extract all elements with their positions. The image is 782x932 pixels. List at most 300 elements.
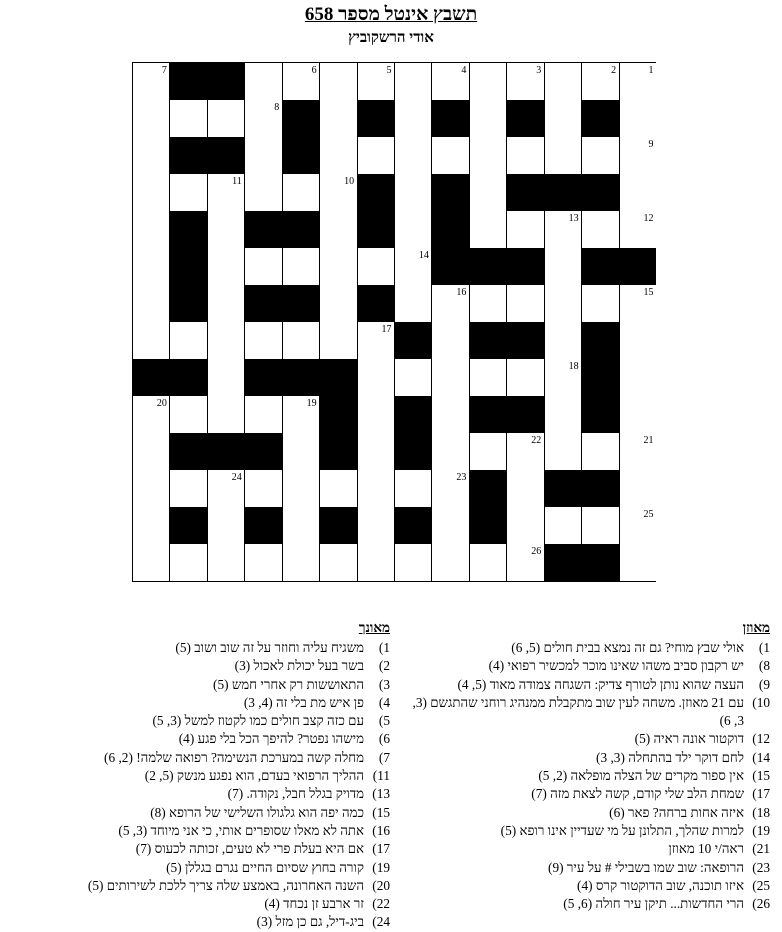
black-cell (469, 470, 507, 508)
down-clue (5, 712, 390, 730)
across-clue (390, 895, 770, 913)
grid-cell[interactable] (132, 544, 170, 582)
black-cell (282, 285, 320, 323)
cell-number: 26 (531, 546, 542, 557)
black-cell (469, 396, 507, 434)
clue-text: לחם דוקר ילד בהתחלה (3, 3) (596, 749, 744, 765)
black-cell (394, 507, 432, 545)
grid-cell[interactable] (244, 63, 282, 101)
grid-cell[interactable] (132, 507, 170, 545)
clue-number: 17) (752, 786, 770, 802)
grid-cell[interactable] (132, 470, 170, 508)
grid-cell[interactable] (544, 359, 582, 397)
black-cell (207, 433, 245, 471)
grid-cell[interactable] (469, 359, 507, 397)
clue-text: ראה/י 10 מאוזן (668, 841, 744, 857)
puzzle-title: תשבץ אינטל מספר 658 (304, 4, 478, 25)
clue-number: 5) (378, 713, 390, 729)
grid-cell[interactable] (357, 433, 395, 471)
grid-cell[interactable] (544, 396, 582, 434)
grid-cell[interactable] (244, 322, 282, 360)
grid-cell[interactable] (207, 174, 245, 212)
cell-number: 25 (643, 509, 654, 520)
grid-cell[interactable] (132, 137, 170, 175)
down-clue (5, 639, 390, 657)
grid-cell[interactable] (431, 470, 469, 508)
grid-cell[interactable] (469, 174, 507, 212)
cell-number: 16 (456, 287, 467, 298)
across-clue (390, 822, 770, 840)
grid-cell[interactable] (619, 174, 657, 212)
grid-cell[interactable] (394, 174, 432, 212)
black-cell (581, 248, 619, 286)
grid-cell[interactable] (132, 285, 170, 323)
puzzle-author: אודי הרשקוביץ (348, 30, 434, 46)
clue-number: 14) (752, 749, 770, 765)
grid-cell[interactable] (357, 248, 395, 286)
clue-number: 17) (372, 841, 390, 857)
clue-number: 12) (752, 731, 770, 747)
grid-cell[interactable] (581, 63, 619, 101)
black-cell (506, 248, 544, 286)
clue-text: איזה אחות ברחה? פאר (6) (609, 804, 744, 820)
down-clue (5, 657, 390, 675)
grid-cell[interactable] (282, 544, 320, 582)
grid-cell[interactable] (431, 507, 469, 545)
clue-text: פן איש מת בלי זה (4, 3) (243, 694, 364, 710)
cell-number: 15 (643, 287, 654, 298)
clue-text: 3, 6) (719, 713, 744, 729)
down-clue (5, 749, 390, 767)
black-cell (244, 211, 282, 249)
clue-number: 19) (752, 822, 770, 838)
clue-number: 24) (372, 914, 390, 930)
grid-cell[interactable] (282, 507, 320, 545)
cell-number: 8 (274, 102, 280, 113)
clue-number: 15) (372, 804, 390, 820)
cell-number: 13 (568, 213, 579, 224)
grid-cell[interactable] (207, 322, 245, 360)
grid-cell[interactable] (357, 359, 395, 397)
clue-number: 9) (758, 676, 770, 692)
black-cell (169, 507, 207, 545)
grid-cell[interactable] (319, 63, 357, 101)
grid-cell[interactable] (619, 396, 657, 434)
clue-text: אולי שבץ מוחי? גם זה נמצא בבית חולים (5, 6) (511, 640, 744, 655)
black-cell (581, 396, 619, 434)
grid-cell[interactable] (394, 470, 432, 508)
grid-cell[interactable] (506, 544, 544, 582)
black-cell (357, 285, 395, 323)
cell-number: 21 (643, 435, 654, 446)
grid-cell[interactable] (357, 396, 395, 434)
black-cell (506, 396, 544, 434)
across-clue (390, 676, 770, 694)
clue-number: 13) (372, 786, 390, 802)
clue-number: 1) (758, 640, 770, 655)
grid-cell[interactable] (244, 174, 282, 212)
grid-cell[interactable] (169, 174, 207, 212)
clue-text: יש רקבון סביב משהו שאינו מוכר למכשיר רפואי (4) (488, 658, 744, 674)
across-clue-list (390, 639, 770, 913)
grid-cell[interactable] (619, 63, 657, 101)
black-cell (207, 137, 245, 175)
grid-cell[interactable] (506, 359, 544, 397)
black-cell (282, 359, 320, 397)
clue-number: 4) (378, 694, 390, 710)
grid-cell[interactable] (132, 211, 170, 249)
grid-cell[interactable] (132, 100, 170, 138)
grid-cell[interactable] (319, 470, 357, 508)
grid-cell[interactable] (244, 544, 282, 582)
black-cell (581, 359, 619, 397)
down-clue (5, 804, 390, 822)
grid-cell[interactable] (207, 544, 245, 582)
grid-cell[interactable] (581, 285, 619, 323)
cell-number: 11 (232, 176, 242, 187)
black-cell (169, 359, 207, 397)
grid-cell[interactable] (357, 544, 395, 582)
black-cell (169, 248, 207, 286)
black-cell (132, 359, 170, 397)
grid-cell[interactable] (132, 63, 170, 101)
clue-text: מדויק בגלל חבל, נקודה. (7) (227, 786, 364, 802)
grid-cell[interactable] (207, 100, 245, 138)
cell-number: 4 (461, 65, 467, 76)
black-cell (544, 470, 582, 508)
grid-cell[interactable] (169, 100, 207, 138)
across-clue (390, 840, 770, 858)
black-cell (357, 100, 395, 138)
black-cell (207, 63, 245, 101)
grid-cell[interactable] (506, 507, 544, 545)
grid-cell[interactable] (506, 433, 544, 471)
cell-number: 22 (531, 435, 542, 446)
down-clue (5, 877, 390, 895)
grid-cell[interactable] (544, 63, 582, 101)
grid-cell[interactable] (506, 63, 544, 101)
grid-cell[interactable] (319, 211, 357, 249)
grid-cell[interactable] (319, 174, 357, 212)
black-cell (431, 211, 469, 249)
black-cell (169, 433, 207, 471)
cell-number: 10 (344, 176, 355, 187)
clue-text: אין ספור מקרים של הצלה מופלאה (2, 5) (538, 768, 744, 784)
grid-cell[interactable] (581, 433, 619, 471)
grid-cell[interactable] (394, 359, 432, 397)
clue-text: שמחת הלב שלי קודם, קשה לצאת מזה (7) (531, 786, 744, 802)
grid-cell[interactable] (169, 470, 207, 508)
grid-cell[interactable] (282, 63, 320, 101)
grid-cell[interactable] (394, 544, 432, 582)
grid-cell[interactable] (506, 470, 544, 508)
grid-cell[interactable] (244, 470, 282, 508)
grid-cell[interactable] (319, 100, 357, 138)
clue-text: למרות שהלך, התלונן על מי שעדיין אינו רופא (5) (500, 822, 744, 838)
grid-cell[interactable] (619, 137, 657, 175)
grid-cell[interactable] (619, 470, 657, 508)
clue-number: 18) (752, 804, 770, 820)
grid-cell[interactable] (431, 63, 469, 101)
clue-number: 25) (752, 877, 770, 893)
grid-cell[interactable] (244, 100, 282, 138)
grid-cell[interactable] (544, 322, 582, 360)
grid-cell[interactable] (244, 137, 282, 175)
grid-cell[interactable] (469, 211, 507, 249)
across-clue (390, 859, 770, 877)
black-cell (169, 63, 207, 101)
down-clue (5, 785, 390, 803)
clue-number: 22) (372, 896, 390, 912)
across-clue (390, 694, 770, 712)
grid-cell[interactable] (282, 248, 320, 286)
grid-cell[interactable] (619, 507, 657, 545)
across-clue (390, 767, 770, 785)
cell-number: 23 (456, 472, 467, 483)
grid-cell[interactable] (544, 433, 582, 471)
grid-cell[interactable] (544, 100, 582, 138)
black-cell (619, 248, 657, 286)
grid-cell[interactable] (394, 100, 432, 138)
clue-number (744, 712, 770, 730)
grid-cell[interactable] (431, 285, 469, 323)
down-clue (5, 913, 390, 931)
across-clue (390, 804, 770, 822)
across-clue (390, 712, 770, 730)
grid-cell[interactable] (282, 433, 320, 471)
clue-text: קורה בחוץ שסיום החיים נגרם בגללן (5) (166, 859, 364, 875)
clue-number: 21) (752, 841, 770, 857)
grid-cell[interactable] (394, 248, 432, 286)
down-heading: מאונך (358, 620, 390, 635)
grid-cell[interactable] (207, 248, 245, 286)
down-clue (5, 730, 390, 748)
grid-cell[interactable] (619, 285, 657, 323)
clue-number: 26) (752, 896, 770, 912)
grid-cell[interactable] (394, 211, 432, 249)
grid-cell[interactable] (506, 285, 544, 323)
black-cell (282, 211, 320, 249)
clue-number: 3) (378, 676, 390, 692)
grid-cell[interactable] (132, 433, 170, 471)
black-cell (244, 285, 282, 323)
clue-number: 15) (752, 768, 770, 784)
grid-cell[interactable] (469, 63, 507, 101)
clue-text: מחלה קשה במערכת הנשימה? רפואה שלמה! (2, 6) (104, 749, 364, 765)
across-clue (390, 749, 770, 767)
clue-text: התאוששות רק אחרי חמש (5) (213, 676, 364, 692)
black-cell (431, 100, 469, 138)
clue-text: אתה לא מאלו שסופרים אותי, כי אני מיוחד (3, 5) (118, 822, 364, 838)
grid-cell[interactable] (207, 396, 245, 434)
clue-text: דוקטור אונה ראיה (5) (634, 731, 744, 747)
black-cell (357, 174, 395, 212)
grid-cell[interactable] (394, 137, 432, 175)
grid-cell[interactable] (282, 396, 320, 434)
grid-cell[interactable] (282, 470, 320, 508)
down-clue (5, 840, 390, 858)
grid-cell[interactable] (544, 507, 582, 545)
grid-cell[interactable] (544, 248, 582, 286)
clue-number: 6) (378, 731, 390, 747)
black-cell (169, 211, 207, 249)
black-cell (469, 507, 507, 545)
grid-cell[interactable] (619, 100, 657, 138)
grid-cell[interactable] (619, 322, 657, 360)
grid-cell[interactable] (431, 396, 469, 434)
black-cell (169, 285, 207, 323)
clue-number: 23) (752, 859, 770, 875)
grid-cell[interactable] (357, 322, 395, 360)
grid-cell[interactable] (394, 63, 432, 101)
clue-text: ביג-דיל, גם כן מזל (3) (256, 914, 364, 930)
clue-text: אם היא בעלת פרי לא טעים, זכותה לכעוס (7) (135, 841, 364, 857)
black-cell (244, 433, 282, 471)
down-clue (5, 694, 390, 712)
cell-number: 7 (161, 65, 167, 76)
across-clue (390, 639, 770, 657)
across-clues (390, 620, 770, 913)
grid-cell[interactable] (469, 544, 507, 582)
black-cell (169, 137, 207, 175)
grid-cell[interactable] (469, 433, 507, 471)
clue-text: השנה האחרונה, באמצע שלה צריך ללכת לשירותים (5) (87, 877, 364, 893)
black-cell (319, 359, 357, 397)
grid-cell[interactable] (619, 433, 657, 471)
grid-cell[interactable] (544, 211, 582, 249)
clue-number: 10) (752, 694, 770, 710)
grid-cell[interactable] (319, 544, 357, 582)
cell-number: 9 (648, 139, 654, 150)
grid-cell[interactable] (207, 470, 245, 508)
grid-cell[interactable] (169, 322, 207, 360)
cell-number: 14 (418, 250, 429, 261)
grid-cell[interactable] (619, 544, 657, 582)
black-cell (431, 248, 469, 286)
grid-cell[interactable] (581, 507, 619, 545)
crossword-grid (132, 62, 656, 580)
clue-text: בשר בעל יכולת לאכול (3) (234, 658, 364, 674)
grid-cell[interactable] (132, 322, 170, 360)
clue-text: זר ארבע זן נכחד (4) (264, 896, 364, 912)
grid-cell[interactable] (132, 248, 170, 286)
cell-number: 19 (306, 398, 317, 409)
across-clue (390, 657, 770, 675)
down-clue (5, 822, 390, 840)
grid-cell[interactable] (319, 285, 357, 323)
grid-cell[interactable] (282, 174, 320, 212)
black-cell (244, 359, 282, 397)
black-cell (282, 100, 320, 138)
black-cell (319, 507, 357, 545)
grid-cell[interactable] (581, 137, 619, 175)
black-cell (581, 322, 619, 360)
grid-cell[interactable] (169, 396, 207, 434)
black-cell (581, 100, 619, 138)
grid-cell[interactable] (431, 137, 469, 175)
black-cell (282, 137, 320, 175)
grid-cell[interactable] (357, 137, 395, 175)
grid-cell[interactable] (319, 322, 357, 360)
grid-cell[interactable] (431, 433, 469, 471)
down-clues (5, 620, 390, 932)
clue-number: 2) (378, 658, 390, 674)
black-cell (469, 248, 507, 286)
grid-cell[interactable] (431, 359, 469, 397)
grid-cell[interactable] (207, 359, 245, 397)
grid-cell[interactable] (469, 285, 507, 323)
clue-number: 8) (758, 658, 770, 674)
cell-number: 24 (231, 472, 242, 483)
grid-cell[interactable] (394, 285, 432, 323)
grid-cell[interactable] (207, 211, 245, 249)
grid-cell[interactable] (319, 137, 357, 175)
black-cell (357, 211, 395, 249)
grid-cell[interactable] (132, 396, 170, 434)
grid-cell[interactable] (619, 211, 657, 249)
clue-number: 16) (372, 822, 390, 838)
black-cell (431, 174, 469, 212)
black-cell (319, 433, 357, 471)
black-cell (544, 174, 582, 212)
clue-text: הרופאה: שוב שמו בשבילי # על עיר (9) (548, 859, 744, 875)
down-clue (5, 895, 390, 913)
grid-cell[interactable] (431, 322, 469, 360)
clue-number: 20) (372, 877, 390, 893)
black-cell (506, 322, 544, 360)
grid-cell[interactable] (282, 322, 320, 360)
clue-text: כמה יפה הוא גלגולו השלישי של הרופא (8) (150, 804, 364, 820)
grid-cell[interactable] (207, 285, 245, 323)
grid-cell[interactable] (431, 544, 469, 582)
cell-number: 17 (381, 324, 392, 335)
cell-number: 18 (568, 361, 579, 372)
grid-cell[interactable] (244, 396, 282, 434)
grid-cell[interactable] (581, 211, 619, 249)
cell-number: 6 (311, 65, 317, 76)
grid-cell[interactable] (357, 63, 395, 101)
clue-text: מישהו נפטר? להיפך הכל בלי פגע (4) (178, 731, 364, 747)
grid-cell[interactable] (544, 137, 582, 175)
clue-text: עם כזה קצב חולים כמו לקטוז למשל (3, 5) (152, 713, 364, 729)
grid-cell[interactable] (506, 137, 544, 175)
grid-cell[interactable] (506, 211, 544, 249)
down-clue (5, 767, 390, 785)
clue-text: עם 21 מאוזן. משחה לעין שוב מתקבלת ממנהיג רוחני שהתגשם (3, (412, 694, 744, 710)
grid-cell[interactable] (244, 248, 282, 286)
cell-number: 20 (156, 398, 167, 409)
clue-text: משגיח עליה וחוזר על זה שוב ושוב (5) (175, 640, 364, 655)
black-cell (581, 470, 619, 508)
down-clue-list (5, 639, 390, 932)
grid-cell[interactable] (469, 137, 507, 175)
grid-cell[interactable] (132, 174, 170, 212)
grid-cell[interactable] (169, 544, 207, 582)
grid-cell[interactable] (619, 359, 657, 397)
black-cell (394, 396, 432, 434)
grid-cell[interactable] (469, 100, 507, 138)
across-clue (390, 785, 770, 803)
clue-number: 19) (372, 859, 390, 875)
grid-cell[interactable] (357, 507, 395, 545)
grid-cell[interactable] (357, 470, 395, 508)
cell-number: 1 (648, 65, 654, 76)
grid-cell[interactable] (544, 285, 582, 323)
grid-cell[interactable] (319, 248, 357, 286)
black-cell (394, 433, 432, 471)
grid-cell[interactable] (207, 507, 245, 545)
black-cell (506, 100, 544, 138)
